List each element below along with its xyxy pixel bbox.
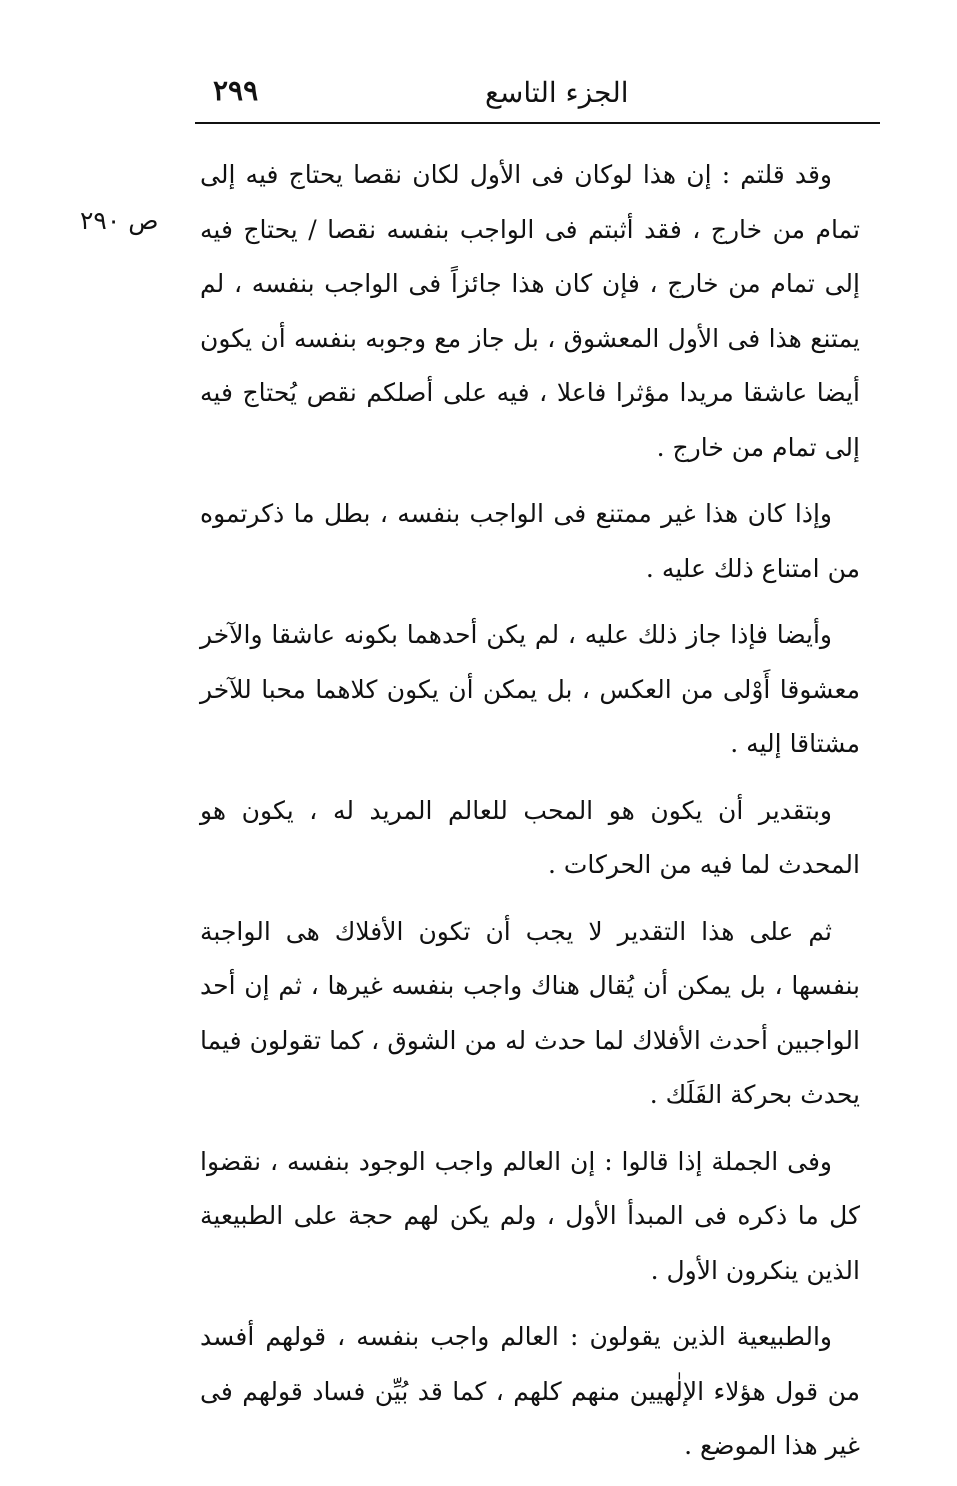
paragraph: وبتقدير أن يكون هو المحب للعالم المريد له ، يكون هو المحدث لما فيه من الحركات . — [200, 795, 860, 879]
page-number: ٢٩٩ — [213, 74, 259, 107]
margin-page-reference: ص ٢٩٠ — [80, 206, 159, 235]
body-text — [200, 148, 860, 1486]
running-header — [195, 70, 880, 120]
paragraph: وإذا كان هذا غير ممتنع فى الواجب بنفسه ، بطل ما ذكرتموه من امتناع ذلك عليه . — [200, 499, 860, 583]
paragraph: ثم على هذا التقدير لا يجب أن تكون الأفلاك هى الواجبة بنفسها ، بل يمكن أن يُقال هناك واجب بنفسه غيرها ، ثم إن أحد الواجبين أحدث الأفلاك لما حدث له من الشوق ، كما تقولون فيما يحدث بحركة الفَلَك . — [200, 916, 860, 1109]
paragraph: وفى الجملة إذا قالوا : إن العالم واجب الوجود بنفسه ، نقضوا كل ما ذكره فى المبدأ الأول ، ولم يكن لهم حجة على الطبيعية الذين ينكرون الأول . — [200, 1146, 860, 1285]
paragraph: والطبيعية الذين يقولون : العالم واجب بنفسه ، قولهم أفسد من قول هؤلاء الإلٰهيين منهم كلهم ، كما قد بُيِّن فساد قولهم فى غير هذا الموضع . — [200, 1322, 860, 1460]
header-rule — [195, 122, 880, 124]
paragraph: وأيضا فإذا جاز ذلك عليه ، لم يكن أحدهما بكونه عاشقا والآخر معشوقا أَوْلى من العكس ، بل يمكن أن يكون كلاهما محبا للآخر مشتاقا إليه . — [200, 620, 860, 758]
paragraph: وقد قلتم : إن هذا لوكان فى الأول لكان نقصا يحتاج فيه إلى تمام من خارج ، فقد أثبتم فى الواجب بنفسه نقصا / يحتاج فيه إلى تمام من خارج ، فإن كان هذا جائزاً فى الواجب بنفسه ، لم يمتنع هذا فى الأول المعشوق ، بل جاز مع وجوبه بنفسه أن يكون أيضا عاشقا مريدا مؤثرا فاعلا ، فيه على أصلكم نقص يُحتاج فيه إلى تمام من خارج . — [200, 160, 860, 462]
volume-title: الجزء التاسع — [485, 76, 629, 109]
